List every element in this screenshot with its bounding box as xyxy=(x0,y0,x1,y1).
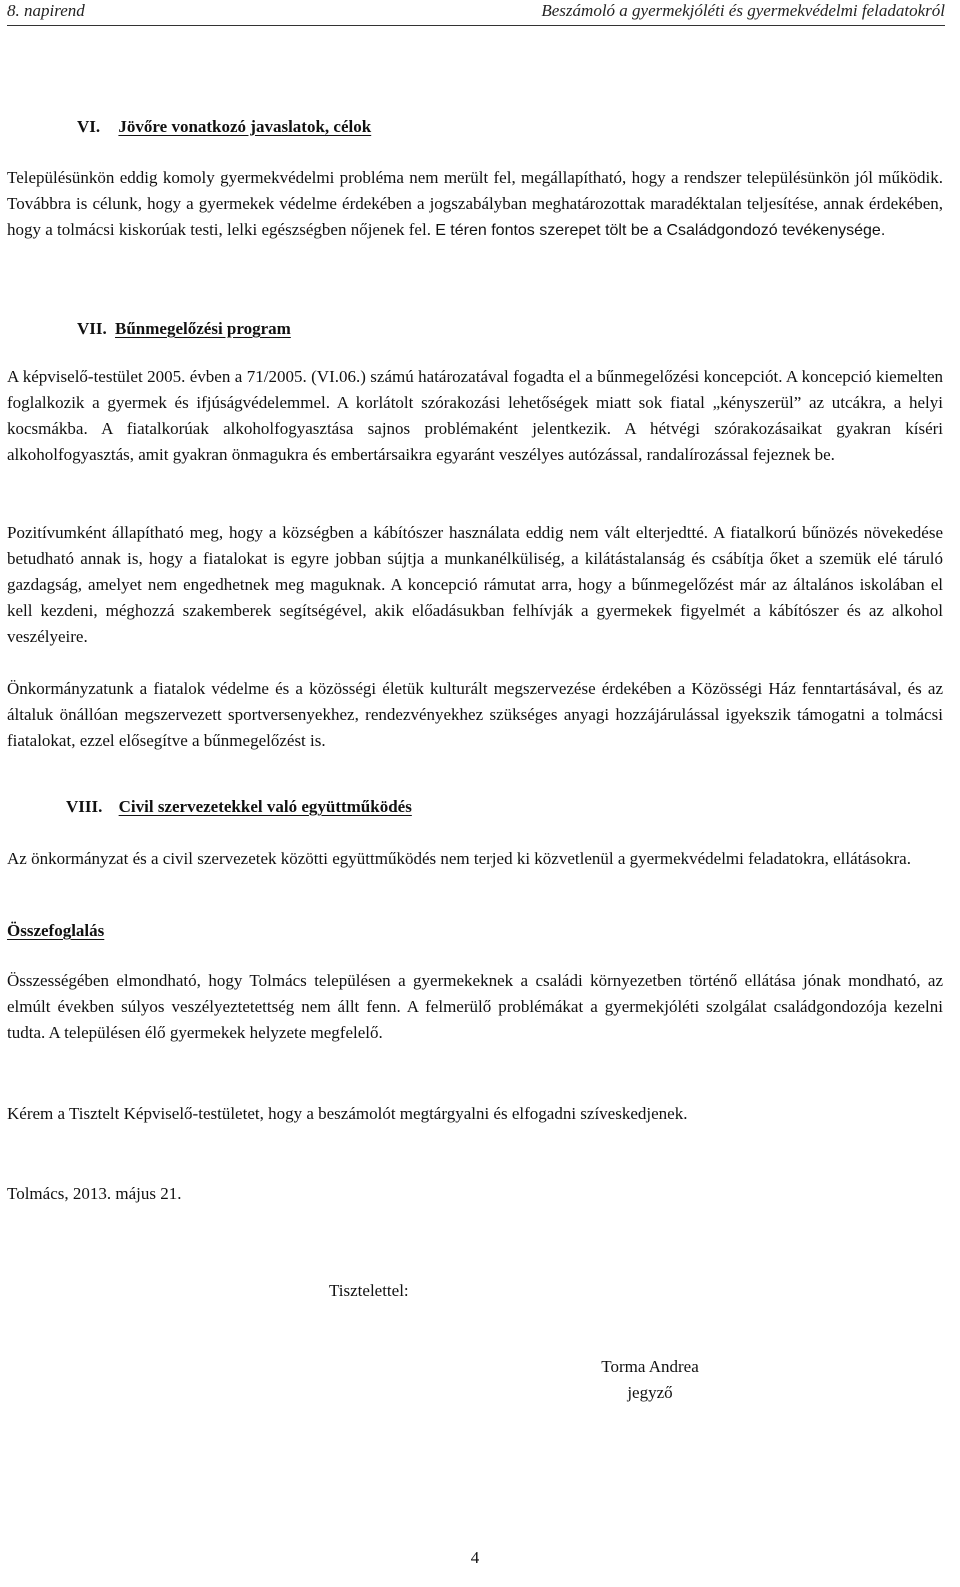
header-report-title: Beszámoló a gyermekjóléti és gyermekvédelmi feladatokról xyxy=(541,1,945,20)
section-7-paragraph-1: A képviselő-testület 2005. évben a 71/2005. (VI.06.) számú határozatával fogadta el a bűnmegelőzési koncepciót. A koncepció kiemelten foglalkozik a gyermek és ifjúságvédelemmel. A korlátolt szórakozási lehetőségek miatt sok fiatal „kényszerül” az utcákra, a helyi kocsmákba. A fiatalkorúak alkoholfogyasztása sajnos problémaként jelentkezik. A hétvégi szórakozásaikat gyakran kíséri alkoholfogyasztás, amit gyakran önmagukra és embertársaikra egyaránt veszélyes autózással, randalírozással fejeznek be. xyxy=(7,367,943,464)
section-6-text-continued: E téren fontos szerepet tölt be a Családgondozó tevékenysége. xyxy=(435,222,886,239)
section-7-title: Bűnmegelőzési program xyxy=(115,319,291,338)
place-and-date: Tolmács, 2013. május 21. xyxy=(7,1184,182,1203)
page-number: 4 xyxy=(470,1548,480,1567)
signature-block xyxy=(570,1354,730,1406)
section-8-heading xyxy=(66,796,412,818)
summary-title: Összefoglalás xyxy=(7,921,105,940)
header-agenda-item: 8. napirend xyxy=(7,1,85,20)
summary-paragraph-1: Összességében elmondható, hogy Tolmács településen a gyermekeknek a családi környezetben történő ellátása jónak mondható, az elmúlt években súlyos veszélyeztetettség nem állt fenn. A felmerülő problémákat a gyermekjóléti szolgálat családgondozója kezelni tudta. A településen élő gyermekek helyzete megfelelő. xyxy=(7,971,943,1042)
section-8-title: Civil szervezetekkel való együttműködés xyxy=(118,797,412,816)
section-6-title: Jövőre vonatkozó javaslatok, célok xyxy=(118,117,372,136)
signer-name: Torma Andrea xyxy=(601,1357,699,1376)
summary-paragraph-2: Kérem a Tisztelt Képviselő-testületet, hogy a beszámolót megtárgyalni és elfogadni szíveskedjenek. xyxy=(7,1104,688,1123)
section-8-number: VIII. xyxy=(66,797,103,816)
section-6-heading xyxy=(77,116,371,138)
section-6-paragraph xyxy=(7,165,943,244)
section-7-paragraph-2: Pozitívumként állapítható meg, hogy a községben a kábítószer használata eddig nem vált elterjedtté. A fiatalkorú bűnözés növekedése betudható annak is, hogy a fiatalokat is egyre jobban sújtja a munkanélküliség, a kilátástalanság és csábítja őket a szemük elé táruló gazdagság, amelyet nem engedhetnek meg maguknak. A koncepció rámutat arra, hogy a bűnmegelőzést már az általános iskolában el kell kezdeni, méghozzá szakemberek segítségével, akik előadásukban felhívják a gyermekek figyelmét a kábítószer és az alkohol veszélyeire. xyxy=(7,523,943,646)
page-header xyxy=(7,0,945,24)
header-divider xyxy=(7,25,945,26)
section-8-paragraph: Az önkormányzat és a civil szervezetek közötti együttműködés nem terjed ki közvetlenül a gyermekvédelmi feladatokra, ellátásokra. xyxy=(7,849,911,868)
signer-title: jegyző xyxy=(627,1383,673,1402)
section-6-number: VI. xyxy=(77,117,101,136)
summary-heading xyxy=(7,920,104,942)
section-7-paragraph-3: Önkormányzatunk a fiatalok védelme és a közösségi életük kulturált megszervezése érdekében a Közösségi Ház fenntartásával, és az általuk önállóan megszervezett sportversenyekhez, rendezvényekhez szükséges anyagi hozzájárulással igyekszik támogatni a tolmácsi fiatalokat, ezzel elősegítve a bűnmegelőzést is. xyxy=(7,679,943,750)
section-6-text: Településünkön eddig komoly gyermekvédelmi probléma nem merült fel, megállapítható, hogy a rendszer településünkön jól működik. Továbbra is célunk, hogy a gyermekek védelme érdekében a jogszabályban meghatározottak maradéktalan teljesítése, annak érdekében, hogy a tolmácsi kiskorúak testi, lelki egészségben nőjenek fel. xyxy=(7,168,943,239)
closing-greeting: Tisztelettel: xyxy=(329,1281,409,1300)
section-7-number: VII. xyxy=(77,319,107,338)
section-7-heading xyxy=(77,318,291,340)
